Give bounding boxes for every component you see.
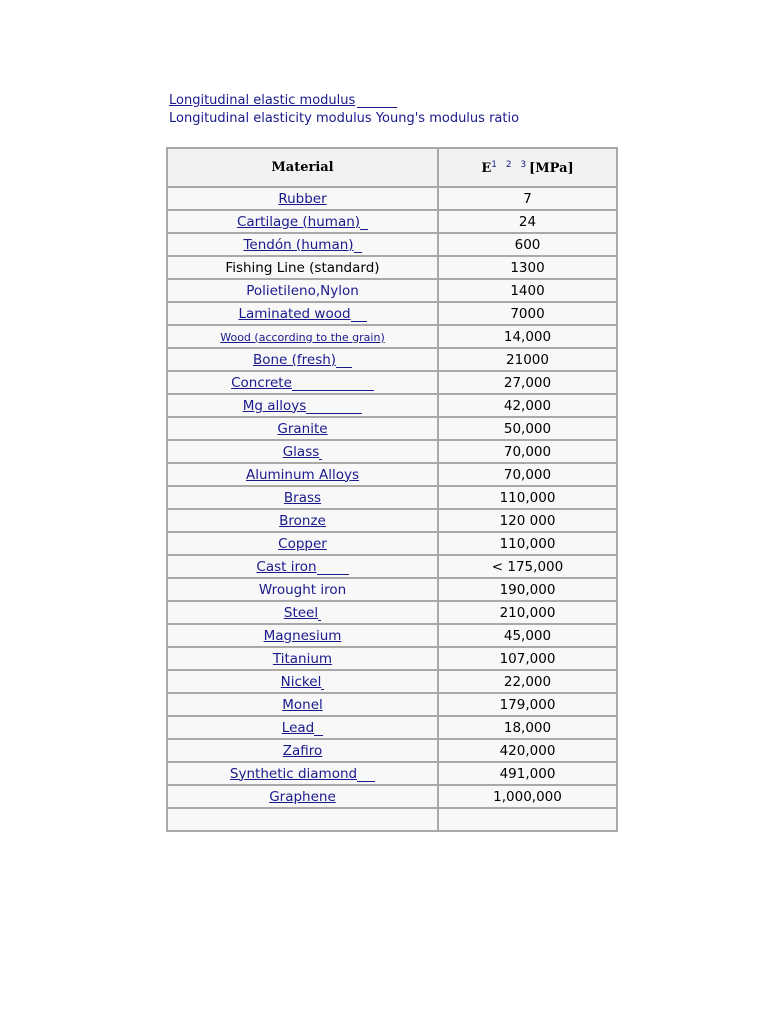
material-cell[interactable]: Synthetic diamond <box>167 762 438 785</box>
modulus-value-cell: 1400 <box>438 279 617 302</box>
header-modulus: $E^{1 2 3}[MPa]$ <box>438 148 617 187</box>
material-cell[interactable]: Nickel <box>167 670 438 693</box>
material-cell[interactable]: Bronze <box>167 509 438 532</box>
table-header-row <box>167 148 617 187</box>
modulus-value-cell: < 175,000 <box>438 555 617 578</box>
material-cell[interactable]: Bone (fresh) <box>167 348 438 371</box>
material-cell[interactable]: Graphene <box>167 785 438 808</box>
modulus-value-cell: 18,000 <box>438 716 617 739</box>
header-material: Material <box>167 148 438 187</box>
material-cell[interactable]: Copper <box>167 532 438 555</box>
modulus-value-cell: 179,000 <box>438 693 617 716</box>
modulus-value-cell: 27,000 <box>438 371 617 394</box>
header-reference-links[interactable]: 1 2 3 <box>491 159 530 170</box>
modulus-value-cell: 420,000 <box>438 739 617 762</box>
modulus-value-cell: 50,000 <box>438 417 617 440</box>
material-cell: Polietileno,Nylon <box>167 279 438 302</box>
modulus-value-cell: 7 <box>438 187 617 210</box>
table-row <box>167 417 617 440</box>
table-row <box>167 325 617 348</box>
modulus-value-cell: 110,000 <box>438 532 617 555</box>
elastic-modulus-table <box>166 147 618 832</box>
material-cell[interactable]: Rubber <box>167 187 438 210</box>
heading-subtitle: Longitudinal elasticity modulus Young's modulus ratio <box>169 111 520 126</box>
table-row <box>167 394 617 417</box>
material-cell[interactable]: Magnesium <box>167 624 438 647</box>
material-cell[interactable]: Lead <box>167 716 438 739</box>
table-row <box>167 693 617 716</box>
table-row <box>167 256 617 279</box>
table-row <box>167 302 617 325</box>
modulus-value-cell: 491,000 <box>438 762 617 785</box>
modulus-value-cell <box>438 808 617 831</box>
table-row-empty <box>167 808 617 831</box>
heading-link-longitudinal-elastic-modulus[interactable]: Longitudinal elastic modulus <box>169 93 397 108</box>
material-cell[interactable]: Monel <box>167 693 438 716</box>
modulus-value-cell: 45,000 <box>438 624 617 647</box>
table-row <box>167 509 617 532</box>
table-row <box>167 233 617 256</box>
table-row <box>167 371 617 394</box>
modulus-value-cell: 190,000 <box>438 578 617 601</box>
table-row <box>167 670 617 693</box>
material-cell: Fishing Line (standard) <box>167 256 438 279</box>
modulus-value-cell: 210,000 <box>438 601 617 624</box>
material-cell[interactable]: Laminated wood <box>167 302 438 325</box>
table-row <box>167 210 617 233</box>
table-row <box>167 739 617 762</box>
material-cell[interactable]: Mg alloys <box>167 394 438 417</box>
modulus-value-cell: 42,000 <box>438 394 617 417</box>
modulus-value-cell: 1,000,000 <box>438 785 617 808</box>
modulus-value-cell: 120 000 <box>438 509 617 532</box>
material-cell[interactable]: Steel <box>167 601 438 624</box>
material-cell[interactable]: Concrete <box>167 371 438 394</box>
table-row <box>167 463 617 486</box>
table-row <box>167 348 617 371</box>
modulus-value-cell: 1300 <box>438 256 617 279</box>
material-cell[interactable]: Cast iron <box>167 555 438 578</box>
table-row <box>167 578 617 601</box>
table-row <box>167 785 617 808</box>
modulus-value-cell: 22,000 <box>438 670 617 693</box>
modulus-value-cell: 70,000 <box>438 463 617 486</box>
material-cell <box>167 808 438 831</box>
material-cell[interactable]: Brass <box>167 486 438 509</box>
material-cell[interactable]: Titanium <box>167 647 438 670</box>
material-cell[interactable]: Granite <box>167 417 438 440</box>
table-row <box>167 440 617 463</box>
material-cell[interactable]: Cartilage (human) <box>167 210 438 233</box>
table-row <box>167 716 617 739</box>
material-cell[interactable]: Wood (according to the grain) <box>167 325 438 348</box>
material-cell[interactable]: Zafiro <box>167 739 438 762</box>
table-row <box>167 187 617 210</box>
modulus-value-cell: 21000 <box>438 348 617 371</box>
table-row <box>167 762 617 785</box>
table-row <box>167 601 617 624</box>
table-row <box>167 647 617 670</box>
table-row <box>167 486 617 509</box>
material-cell: Wrought iron <box>167 578 438 601</box>
material-cell[interactable]: Glass <box>167 440 438 463</box>
table-row <box>167 624 617 647</box>
modulus-value-cell: 14,000 <box>438 325 617 348</box>
table-row <box>167 555 617 578</box>
modulus-value-cell: 110,000 <box>438 486 617 509</box>
table-row <box>167 532 617 555</box>
modulus-value-cell: 70,000 <box>438 440 617 463</box>
material-cell[interactable]: Aluminum Alloys <box>167 463 438 486</box>
material-cell[interactable]: Tendón (human) <box>167 233 438 256</box>
modulus-value-cell: 7000 <box>438 302 617 325</box>
modulus-value-cell: 107,000 <box>438 647 617 670</box>
table-row <box>167 279 617 302</box>
modulus-value-cell: 24 <box>438 210 617 233</box>
modulus-value-cell: 600 <box>438 233 617 256</box>
